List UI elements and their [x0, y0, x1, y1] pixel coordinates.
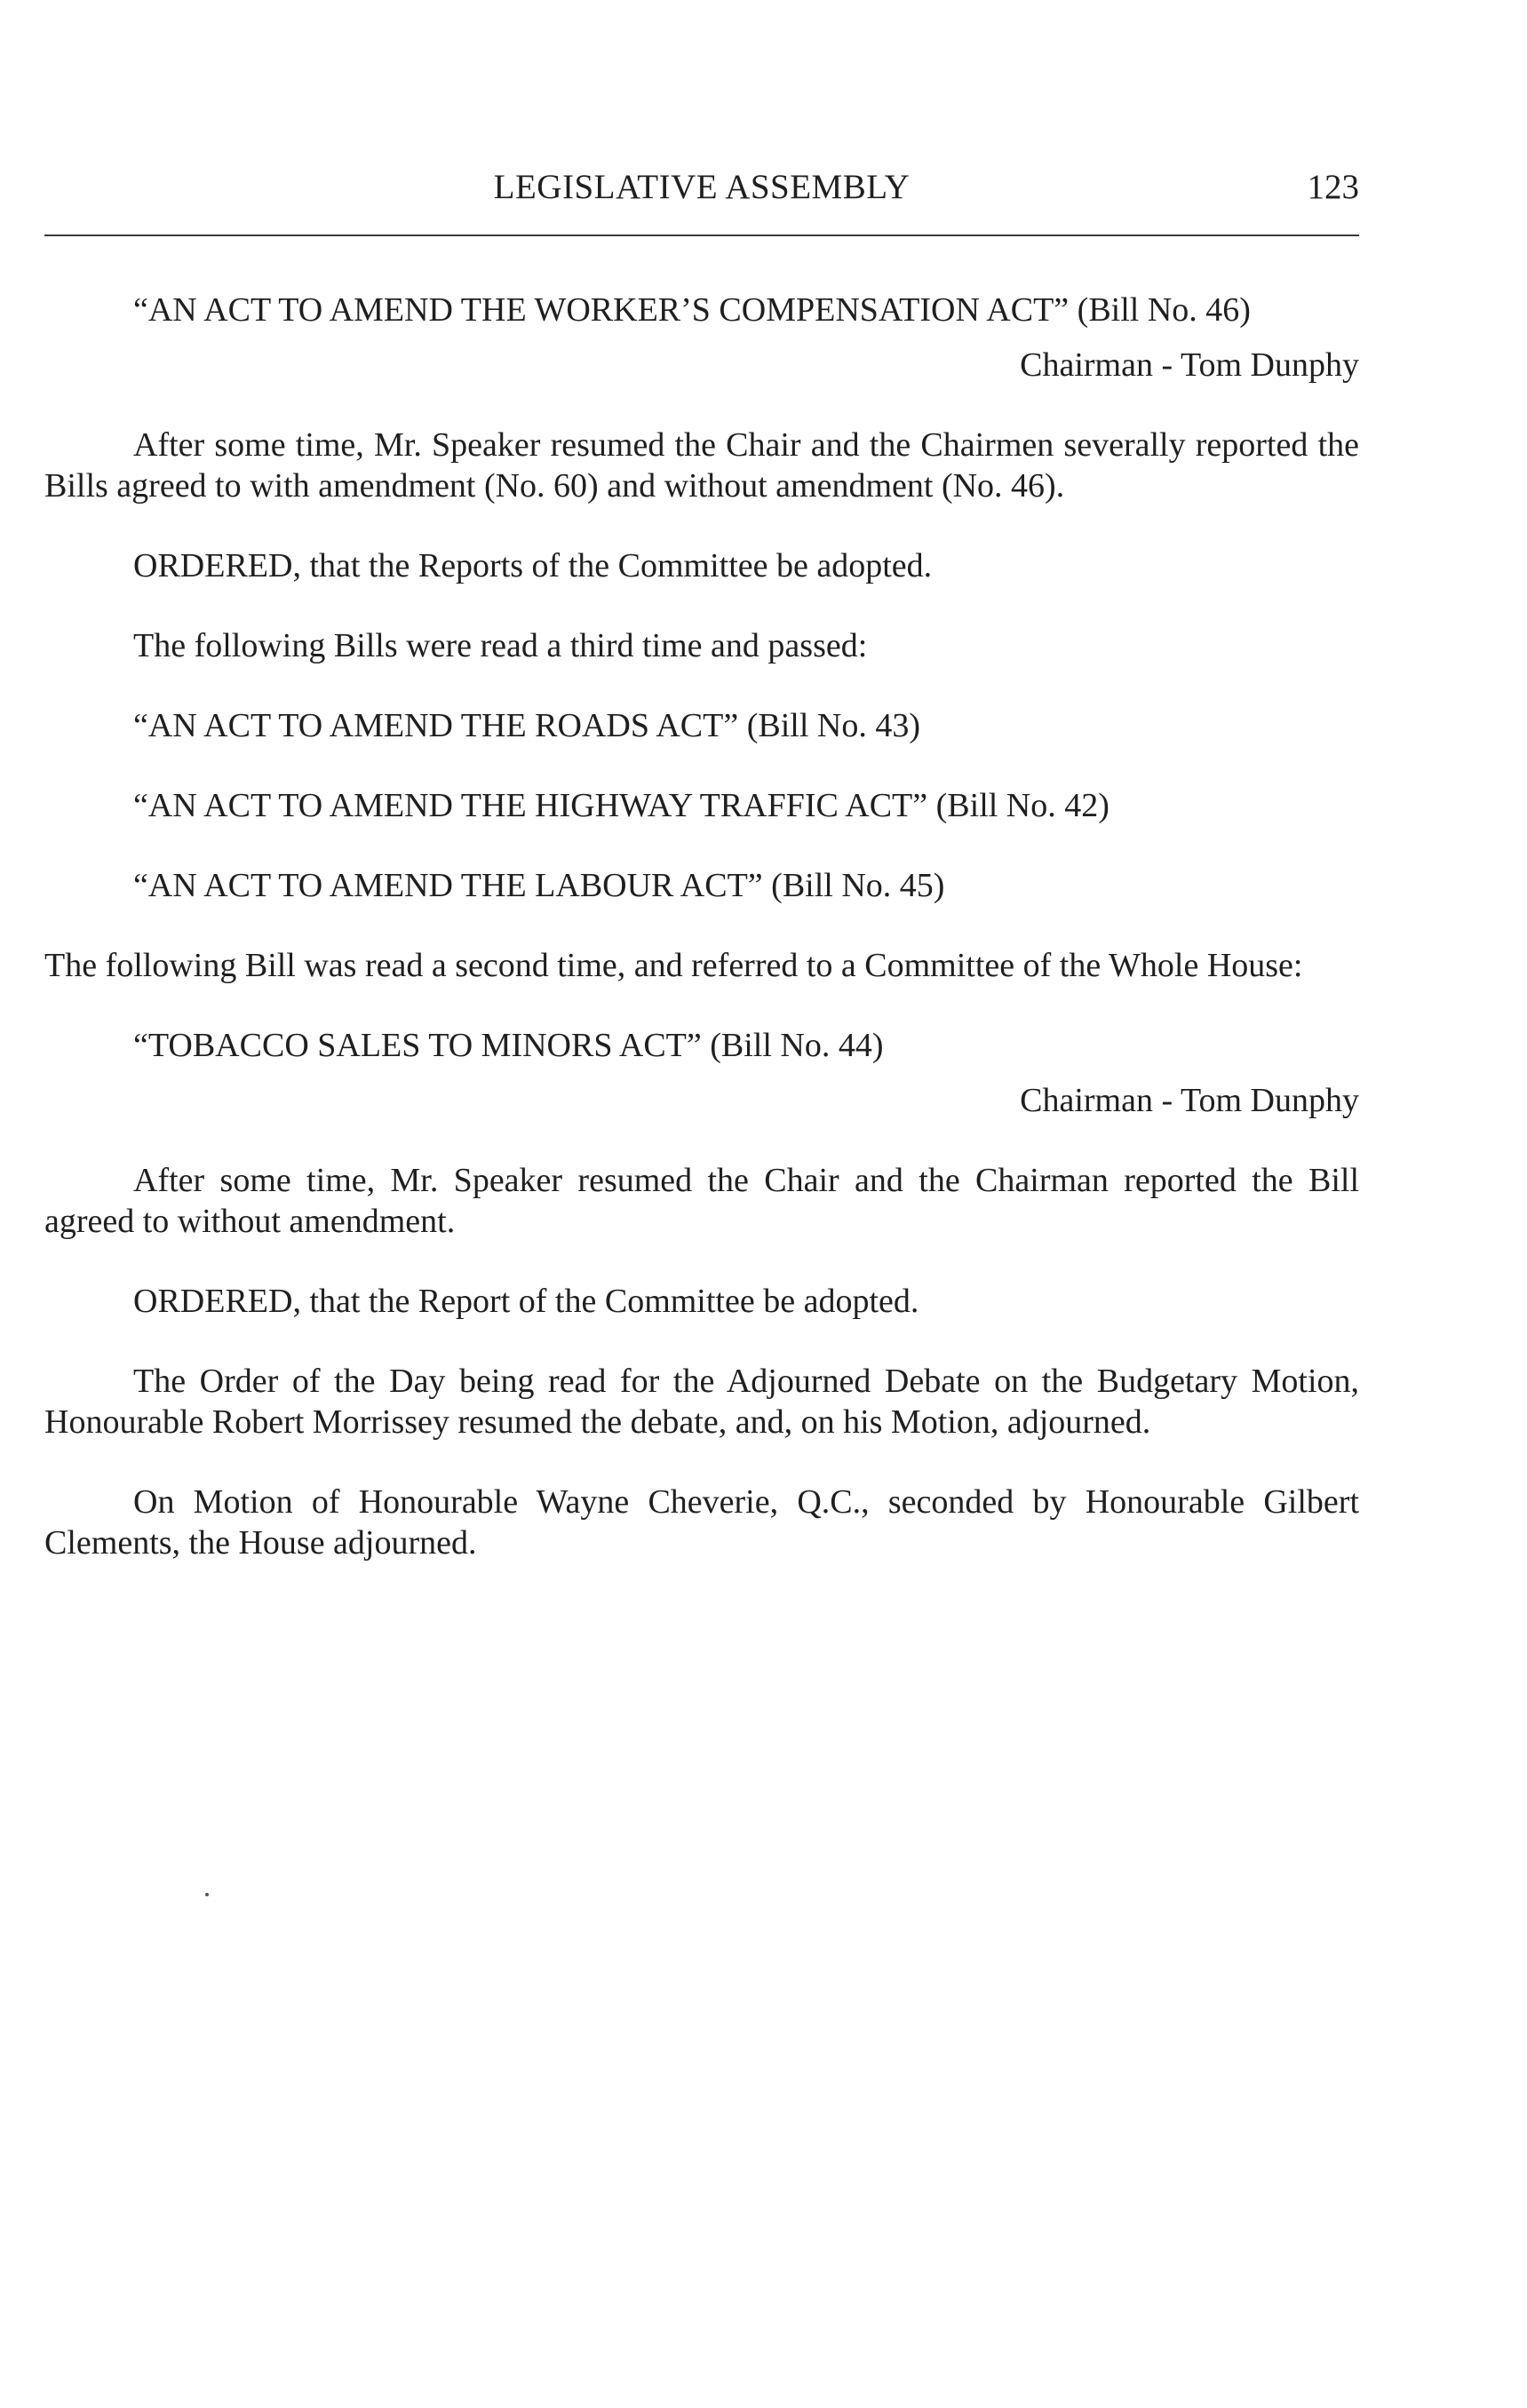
- stray-mark: [205, 1893, 209, 1896]
- third-reading-intro: The following Bills were read a third time and passed:: [133, 627, 868, 664]
- bill-43-title: “AN ACT TO AMEND THE ROADS ACT” (Bill No. 43): [133, 707, 921, 744]
- second-reading-intro: The following Bill was read a second time, and referred to a Committee of the Whole House:: [44, 947, 1303, 984]
- bill-42-title: “AN ACT TO AMEND THE HIGHWAY TRAFFIC ACT” (Bill No. 42): [133, 787, 1109, 824]
- ordered-paragraph-1: ORDERED, that the Reports of the Committee be adopted.: [133, 547, 933, 584]
- page-header: [44, 165, 1359, 210]
- header-title: LEGISLATIVE ASSEMBLY: [493, 168, 911, 206]
- page-number: 123: [1307, 168, 1359, 206]
- budget-debate-paragraph: The Order of the Day being read for the Adjourned Debate on the Budgetary Motion, Honourable Robert Morrissey resumed the debate, and, on his Motion, adjourned.: [44, 1363, 1359, 1441]
- header-rule: [44, 234, 1359, 236]
- report-paragraph-1: After some time, Mr. Speaker resumed the Chair and the Chairmen severally reported the Bills agreed to with amendment (No. 60) and without amendment (No. 46).: [44, 426, 1359, 505]
- report-paragraph-2: After some time, Mr. Speaker resumed the Chair and the Chairman reported the Bill agreed to without amendment.: [44, 1162, 1359, 1240]
- bill-46-title: “AN ACT TO AMEND THE WORKER’S COMPENSATION ACT” (Bill No. 46): [133, 291, 1251, 329]
- ordered-paragraph-2: ORDERED, that the Report of the Committee be adopted.: [133, 1283, 919, 1320]
- adjournment-paragraph: On Motion of Honourable Wayne Cheverie, Q.C., seconded by Honourable Gilbert Clements, the House adjourned.: [44, 1483, 1359, 1562]
- bill-44-title: “TOBACCO SALES TO MINORS ACT” (Bill No. 44): [133, 1027, 884, 1064]
- chairman-line-2: Chairman - Tom Dunphy: [1020, 1082, 1359, 1119]
- bill-45-title: “AN ACT TO AMEND THE LABOUR ACT” (Bill No. 45): [133, 867, 945, 904]
- chairman-line-1: Chairman - Tom Dunphy: [1020, 346, 1359, 384]
- page-body: [44, 290, 1359, 1563]
